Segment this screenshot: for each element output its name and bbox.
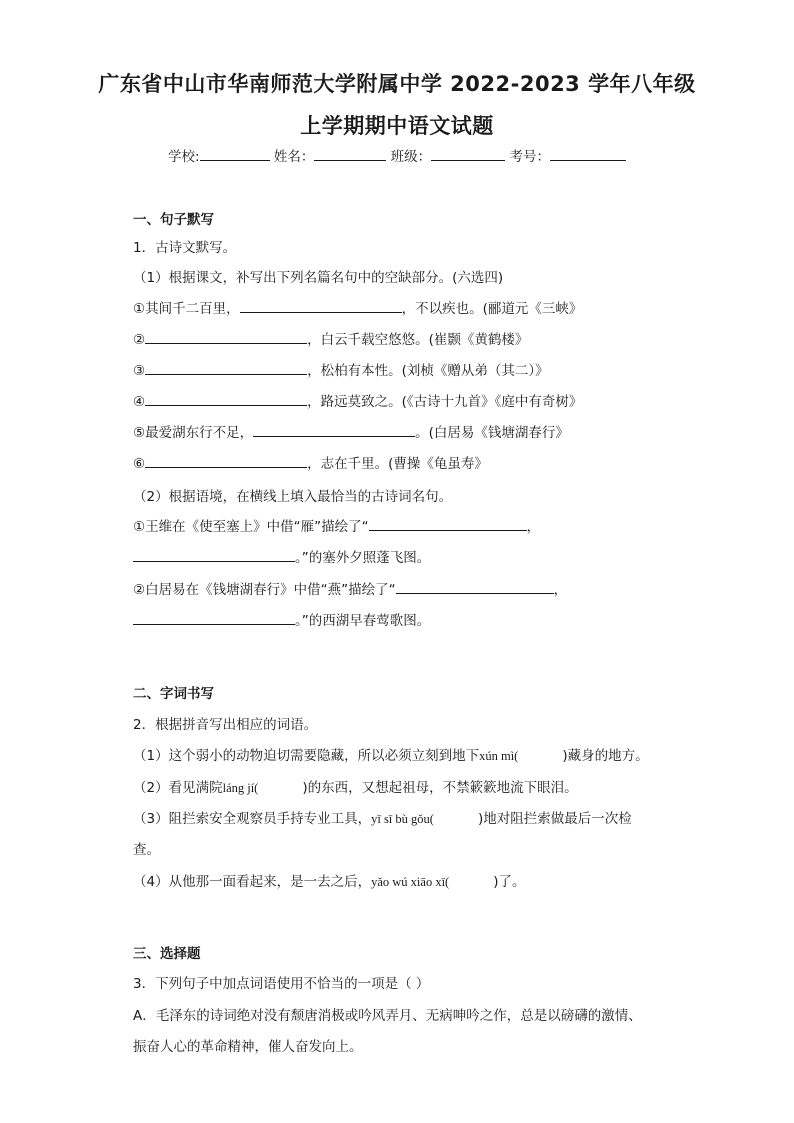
recitation-item-3: ③ ，松柏有本性。(刘桢《赠从弟（其二）》 <box>133 363 549 379</box>
school-label: 学校: <box>168 149 200 165</box>
question-2: 2．根据拼音写出相应的词语。 <box>133 717 318 733</box>
class-label: 班级： <box>390 149 432 165</box>
answer-blank[interactable] <box>145 330 307 344</box>
answer-blank[interactable] <box>369 517 527 531</box>
name-label: 姓名： <box>273 149 315 165</box>
recitation-item-1: ①其间千二百里， ，不以疾也。(郦道元《三峡》 <box>133 301 583 317</box>
answer-blank[interactable] <box>253 423 415 437</box>
section-heading-2: 二、字词书写 <box>133 686 214 702</box>
answer-blank[interactable] <box>133 611 295 625</box>
answer-blank[interactable] <box>145 392 307 406</box>
option-a-line2: 振奋人心的革命精神，催人奋发向上。 <box>133 1039 363 1055</box>
question-1: 1．古诗文默写。 <box>133 240 237 256</box>
document-title-line1: 广东省中山市华南师范大学附属中学 2022-2023 学年八年级 <box>98 72 696 96</box>
pinyin-item-3: （3）阻拦索安全观察员手持专业工具，yī sī bù gǒu( )地对阻拦索做最后一次检 <box>133 811 632 827</box>
question-3: 3．下列句子中加点词语使用不恰当的一项是（ ） <box>133 976 430 992</box>
pinyin-item-1: （1）这个弱小的动物迫切需要隐藏，所以必须立刻到地下xún mì( )藏身的地方。 <box>133 748 649 764</box>
number-label: 考号： <box>509 149 550 165</box>
pinyin-item-4: （4）从他那一面看起来，是一去之后，yǎo wú xiāo xī( )了。 <box>133 874 526 890</box>
class-field[interactable] <box>431 148 505 161</box>
context-item-2: ②白居易在《钱塘湖春行》中借“燕”描绘了“ ， <box>133 582 568 598</box>
question-1-part1: （1）根据课文，补写出下列名篇名句中的空缺部分。(六选四) <box>133 270 504 286</box>
section-heading-1: 一、句子默写 <box>133 212 214 228</box>
answer-blank[interactable] <box>240 299 402 313</box>
name-field[interactable] <box>314 148 386 161</box>
pinyin-item-2: （2）看见满院láng jí( )的东西，又想起祖母，不禁簌簌地流下眼泪。 <box>133 780 578 796</box>
answer-blank[interactable] <box>396 580 554 594</box>
question-1-part2: （2）根据语境，在横线上填入最恰当的古诗词名句。 <box>133 489 453 505</box>
pinyin-item-3-cont: 查。 <box>133 842 160 858</box>
number-field[interactable] <box>550 148 626 161</box>
recitation-item-6: ⑥ ，志在千里。(曹操《龟虽寿》 <box>133 456 488 472</box>
context-item-1: ①王维在《使至塞上》中借“雁”描绘了“ ， <box>133 519 541 535</box>
recitation-item-2: ② ，白云千载空悠悠。(崔颢《黄鹤楼》 <box>133 332 529 348</box>
option-a-line1: A．毛泽东的诗词绝对没有颓唐消极或吟风弄月、无病呻吟之作，总是以磅礴的激情、 <box>133 1008 642 1024</box>
context-item-2-cont: 。”的西湖早春莺歌图。 <box>133 609 430 629</box>
student-info-line <box>0 145 794 165</box>
recitation-item-4: ④ ，路远莫致之。(《古诗十九首》《庭中有奇树》 <box>133 394 583 410</box>
context-item-1-cont: 。”的塞外夕照蓬飞图。 <box>133 546 430 566</box>
answer-blank[interactable] <box>133 548 295 562</box>
document-title-line2: 上学期期中语文试题 <box>300 114 494 138</box>
answer-blank[interactable] <box>145 454 307 468</box>
section-heading-3: 三、选择题 <box>133 946 201 962</box>
answer-blank[interactable] <box>145 361 307 375</box>
recitation-item-5: ⑤最爱湖东行不足， 。(白居易《钱塘湖春行》 <box>133 425 569 441</box>
school-field[interactable] <box>200 148 270 161</box>
